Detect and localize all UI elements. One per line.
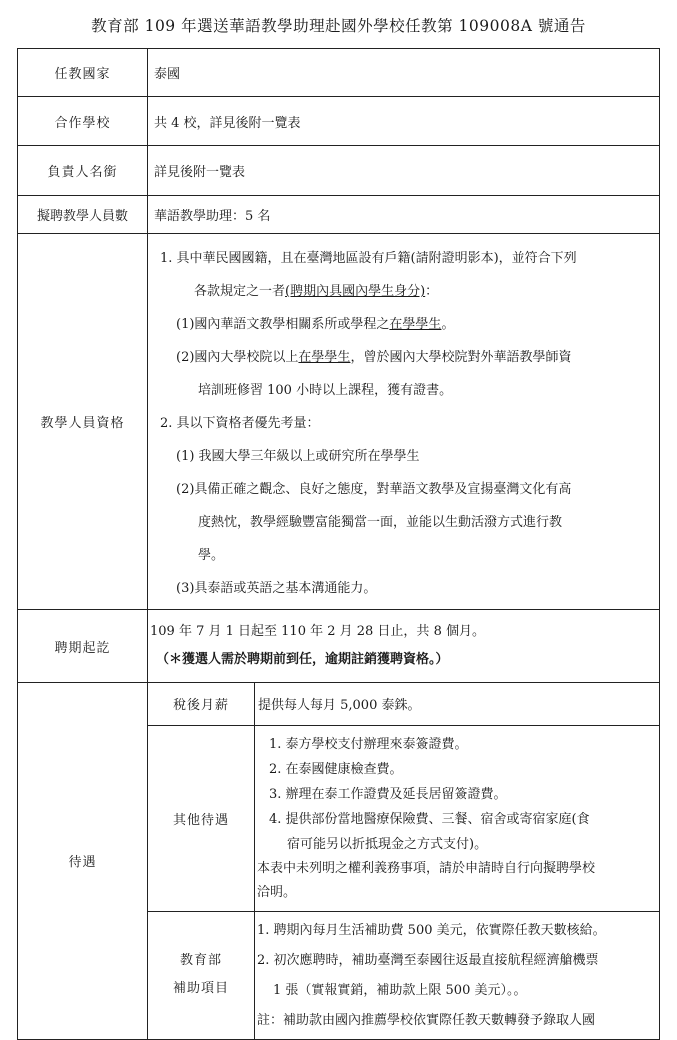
moe-label-line-1: 教育部 — [179, 953, 222, 968]
other-item-4-line-2: 宿可能另以折抵現金之方式支付)。 — [287, 836, 488, 852]
qual-item-1-underlined: (聘期內具國內學生身分) — [285, 284, 426, 299]
other-note-line-1: 本表中未列明之權利義務事項，請於申請時自行向擬聘學校 — [257, 860, 596, 876]
contact-label: 負責人名銜 — [18, 146, 148, 196]
moe-content — [255, 911, 660, 1039]
moe-note: 註：補助款由國內推薦學校依實際任教天數轉發予錄取人國 — [257, 1012, 596, 1028]
country-label: 任教國家 — [18, 49, 148, 97]
treatment-label: 待遇 — [18, 683, 148, 1040]
other-item-3: 3. 辦理在泰工作證費及延長居留簽證費。 — [269, 786, 507, 802]
moe-item-2-line-1: 2. 初次應聘時，補助臺灣至泰國往返最直接航程經濟艙機票 — [257, 952, 599, 968]
qualifications-content — [148, 234, 660, 610]
qual-item-1-line-1: 1. 具中華民國國籍，且在臺灣地區設有戶籍(請附證明影本)，並符合下列 — [160, 251, 577, 266]
row-count — [18, 196, 660, 234]
row-treatment — [18, 683, 660, 1040]
qual-sub-1-text: (1)國內華語文教學相關系所或學程之 — [176, 317, 390, 332]
period-content — [148, 610, 660, 683]
contact-value: 詳見後附一覽表 — [148, 146, 660, 196]
period-label: 聘期起訖 — [18, 610, 148, 683]
other-label: 其他待遇 — [148, 725, 255, 911]
country-value: 泰國 — [148, 49, 660, 97]
qual-item-2: 2. 具以下資格者優先考量： — [160, 416, 320, 431]
other-row — [148, 725, 659, 911]
other-item-1: 1. 泰方學校支付辦理來泰簽證費。 — [269, 736, 468, 752]
qual-item-1-colon: ： — [425, 284, 439, 299]
qual-item-1-text: 各款規定之一者 — [194, 284, 286, 299]
other-content — [255, 725, 660, 911]
qual-pref-2-line-3: 學。 — [198, 548, 225, 563]
row-period — [18, 610, 660, 683]
qual-sub-2-text: (2)國內大學校院以上 — [176, 350, 299, 365]
count-value: 華語教學助理：5 名 — [148, 196, 660, 234]
qual-pref-2-line-2: 度熱忱，教學經驗豐富能獨當一面，並能以生動活潑方式進行教 — [198, 515, 563, 530]
qual-sub-2-underlined: 在學學生 — [298, 350, 351, 365]
moe-label — [148, 911, 255, 1039]
qual-sub-2-rest: ，曾於國內大學校院對外華語教學師資 — [350, 350, 572, 365]
moe-label-line-2: 補助項目 — [172, 981, 229, 996]
qual-sub-1-end: 。 — [441, 317, 455, 332]
moe-item-1: 1. 聘期內每月生活補助費 500 美元，依實際任教天數核給。 — [257, 922, 606, 938]
other-item-4-line-1: 4. 提供部份當地醫療保險費、三餐、宿舍或寄宿家庭(食 — [269, 811, 590, 827]
treatment-content — [148, 683, 660, 1040]
period-dates: 109 年 7 月 1 日起至 110 年 2 月 28 日止，共 8 個月。 — [150, 624, 485, 639]
qual-sub-1-underlined: 在學學生 — [389, 317, 442, 332]
qual-sub-2-line-2: 培訓班修習 100 小時以上課程，獲有證書。 — [198, 383, 453, 398]
other-item-2: 2. 在泰國健康檢查費。 — [269, 761, 403, 777]
salary-row — [148, 683, 659, 725]
other-note-line-2: 洽明。 — [257, 884, 297, 900]
salary-value: 提供每人每月 5,000 泰銖。 — [255, 683, 660, 725]
qual-pref-1: (1) 我國大學三年級以上或研究所在學學生 — [176, 449, 420, 464]
qual-pref-3: (3)具泰語或英語之基本溝通能力。 — [176, 581, 377, 596]
salary-label: 稅後月薪 — [148, 683, 255, 725]
qual-sub-1 — [156, 308, 653, 341]
qual-sub-2-line-1 — [156, 341, 653, 374]
qual-pref-2-line-1: (2)具備正確之觀念、良好之態度，對華語文教學及宣揚臺灣文化有高 — [176, 482, 572, 497]
notice-table — [17, 48, 660, 1040]
row-contact — [18, 146, 660, 196]
schools-label: 合作學校 — [18, 97, 148, 146]
period-note: （＊獲選人需於聘期前到任，逾期註銷獲聘資格。） — [156, 652, 449, 667]
notice-title: 教育部 109 年選送華語教學助理赴國外學校任教第 109008A 號通告 — [91, 17, 586, 35]
qualifications-label: 教學人員資格 — [18, 234, 148, 610]
row-schools — [18, 97, 660, 146]
schools-value: 共 4 校，詳見後附一覽表 — [148, 97, 660, 146]
count-label: 擬聘教學人員數 — [18, 196, 148, 234]
moe-item-2-line-2: 1 張（實報實銷，補助款上限 500 美元）。。 — [273, 982, 527, 998]
moe-row — [148, 911, 659, 1039]
row-country — [18, 49, 660, 97]
qual-item-1-line-2 — [156, 275, 653, 308]
row-qualifications — [18, 234, 660, 610]
